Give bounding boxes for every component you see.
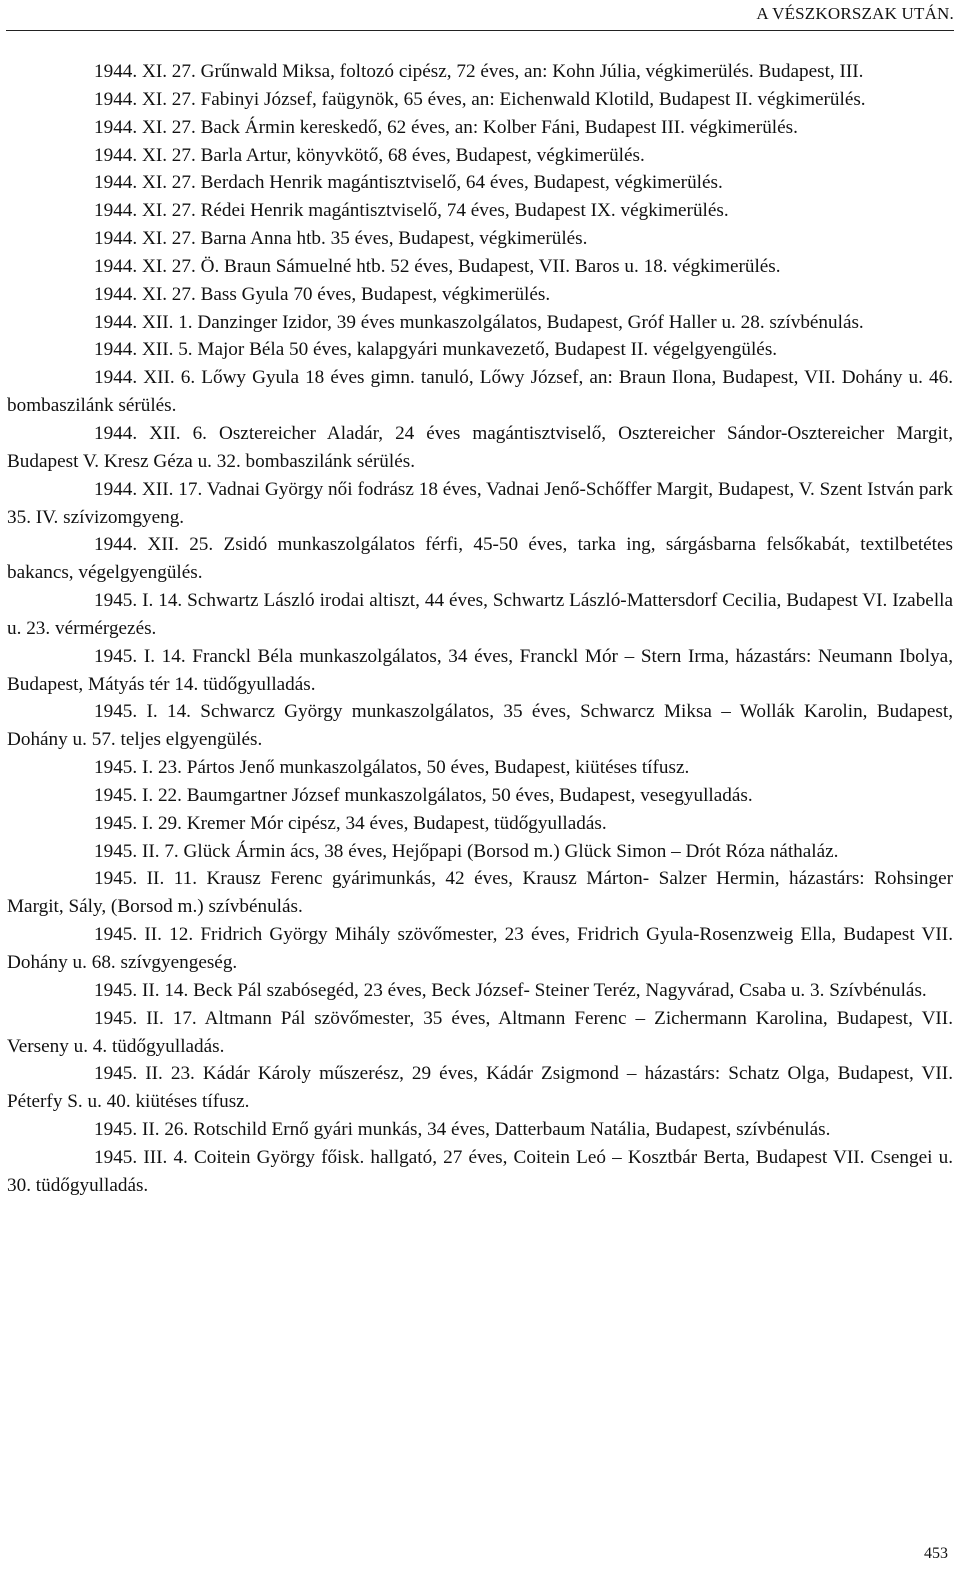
record-entry: 1945. II. 23. Kádár Károly műszerész, 29 éves, Kádár Zsigmond – házastárs: Schatz Olga, Budapest, VII. Péterfy S. u. 40. kiütéses tífusz. (7, 1063, 953, 1113)
record-entry: 1945. II. 17. Altmann Pál szövőmester, 35 éves, Altmann Ferenc – Zichermann Karolina, Budapest, VII. Verseny u. 4. tüdőgyulladás. (7, 1007, 953, 1057)
death-record-list (7, 58, 953, 1200)
record-entry: 1944. XII. 17. Vadnai György női fodrász 18 éves, Vadnai Jenő-Schőffer Margit, Budapest, V. Szent István park 35. IV. szívizomgyeng. (7, 478, 953, 528)
record-entry: 1944. XII. 5. Major Béla 50 éves, kalapgyári munkavezető, Budapest II. végelgyengülés. (94, 339, 778, 361)
record-entry: 1945. I. 23. Pártos Jenő munkaszolgálatos, 50 éves, Budapest, kiütéses tífusz. (94, 757, 690, 779)
record-entry: 1944. XI. 27. Rédei Henrik magántisztviselő, 74 éves, Budapest IX. végkimerülés. (94, 200, 729, 222)
record-entry: 1945. I. 14. Schwarcz György munkaszolgálatos, 35 éves, Schwarcz Miksa – Wollák Karolin, Budapest, Dohány u. 57. teljes elgyengülés. (7, 701, 953, 751)
record-entry: 1944. XII. 25. Zsidó munkaszolgálatos férfi, 45-50 éves, tarka ing, sárgásbarna felsőkabát, textilbetétes bakancs, végelgyengülés. (7, 534, 953, 584)
record-entry: 1945. I. 29. Kremer Mór cipész, 34 éves, Budapest, tüdőgyulladás. (94, 812, 607, 834)
record-entry: 1944. XII. 6. Lőwy Gyula 18 éves gimn. tanuló, Lőwy József, an: Braun Ilona, Budapest, VII. Dohány u. 46. bombaszilánk sérülés. (7, 367, 953, 417)
header-divider (6, 30, 954, 31)
record-entry: 1945. I. 14. Franckl Béla munkaszolgálatos, 34 éves, Franckl Mór – Stern Irma, házastárs: Neumann Ibolya, Budapest, Mátyás tér 14. tüdőgyulladás. (7, 645, 953, 695)
record-entry: 1945. I. 14. Schwartz László irodai altiszt, 44 éves, Schwartz László-Mattersdorf Cecilia, Budapest VI. Izabella u. 23. vérmérgezés. (7, 590, 953, 639)
record-entry: 1945. I. 22. Baumgartner József munkaszolgálatos, 50 éves, Budapest, vesegyulladás. (94, 784, 753, 806)
record-entry: 1944. XI. 27. Back Ármin kereskedő, 62 éves, an: Kolber Fáni, Budapest III. végkimerülés. (94, 116, 798, 138)
record-entry: 1945. II. 7. Glück Ármin ács, 38 éves, Hejőpapi (Borsod m.) Glück Simon – Drót Róza náthaláz. (94, 840, 839, 862)
record-entry: 1944. XI. 27. Barla Artur, könyvkötő, 68 éves, Budapest, végkimerülés. (94, 144, 645, 166)
record-entry: 1944. XII. 1. Danzinger Izidor, 39 éves munkaszolgálatos, Budapest, Gróf Haller u. 28. szívbénulás. (94, 311, 864, 333)
page-number: 453 (924, 1545, 948, 1562)
record-entry: 1944. XI. 27. Berdach Henrik magántisztviselő, 64 éves, Budapest, végkimerülés. (94, 172, 723, 194)
record-entry: 1944. XI. 27. Fabinyi József, faügynök, 65 éves, an: Eichenwald Klotild, Budapest II. végkimerülés. (94, 88, 866, 110)
record-entry: 1944. XII. 6. Osztereicher Aladár, 24 éves magántisztviselő, Osztereicher Sándor-Osztereicher Margit, Budapest V. Kresz Géza u. 32. bombaszilánk sérülés. (7, 422, 953, 472)
record-entry: 1945. II. 11. Krausz Ferenc gyárimunkás, 42 éves, Krausz Márton- Salzer Hermin, házastárs: Rohsinger Margit, Sály, (Borsod m.) szívbénulás. (7, 868, 953, 918)
record-entry: 1944. XI. 27. Bass Gyula 70 éves, Budapest, végkimerülés. (94, 283, 551, 305)
record-entry: 1945. III. 4. Coitein György főisk. hallgató, 27 éves, Coitein Leó – Kosztbár Berta, Budapest VII. Csengei u. 30. tüdőgyulladás. (7, 1146, 953, 1196)
record-entry: 1944. XI. 27. Ö. Braun Sámuelné htb. 52 éves, Budapest, VII. Baros u. 18. végkimerülés. (94, 255, 781, 277)
record-entry: 1944. XI. 27. Barna Anna htb. 35 éves, Budapest, végkimerülés. (94, 228, 588, 250)
running-head-title: A VÉSZKORSZAK UTÁN. (756, 4, 954, 23)
record-entry: 1944. XI. 27. Grűnwald Miksa, foltozó cipész, 72 éves, an: Kohn Júlia, végkimerülés. Budapest, III. (94, 61, 864, 82)
record-entry: 1945. II. 14. Beck Pál szabósegéd, 23 éves, Beck József- Steiner Teréz, Nagyvárad, Csaba u. 3. Szívbénulás. (94, 979, 927, 1001)
record-entry: 1945. II. 12. Fridrich György Mihály szövőmester, 23 éves, Fridrich Gyula-Rosenzweig Ella, Budapest VII. Dohány u. 68. szívgyengeség. (7, 924, 953, 973)
record-entry: 1945. II. 26. Rotschild Ernő gyári munkás, 34 éves, Datterbaum Natália, Budapest, szívbénulás. (94, 1119, 831, 1141)
